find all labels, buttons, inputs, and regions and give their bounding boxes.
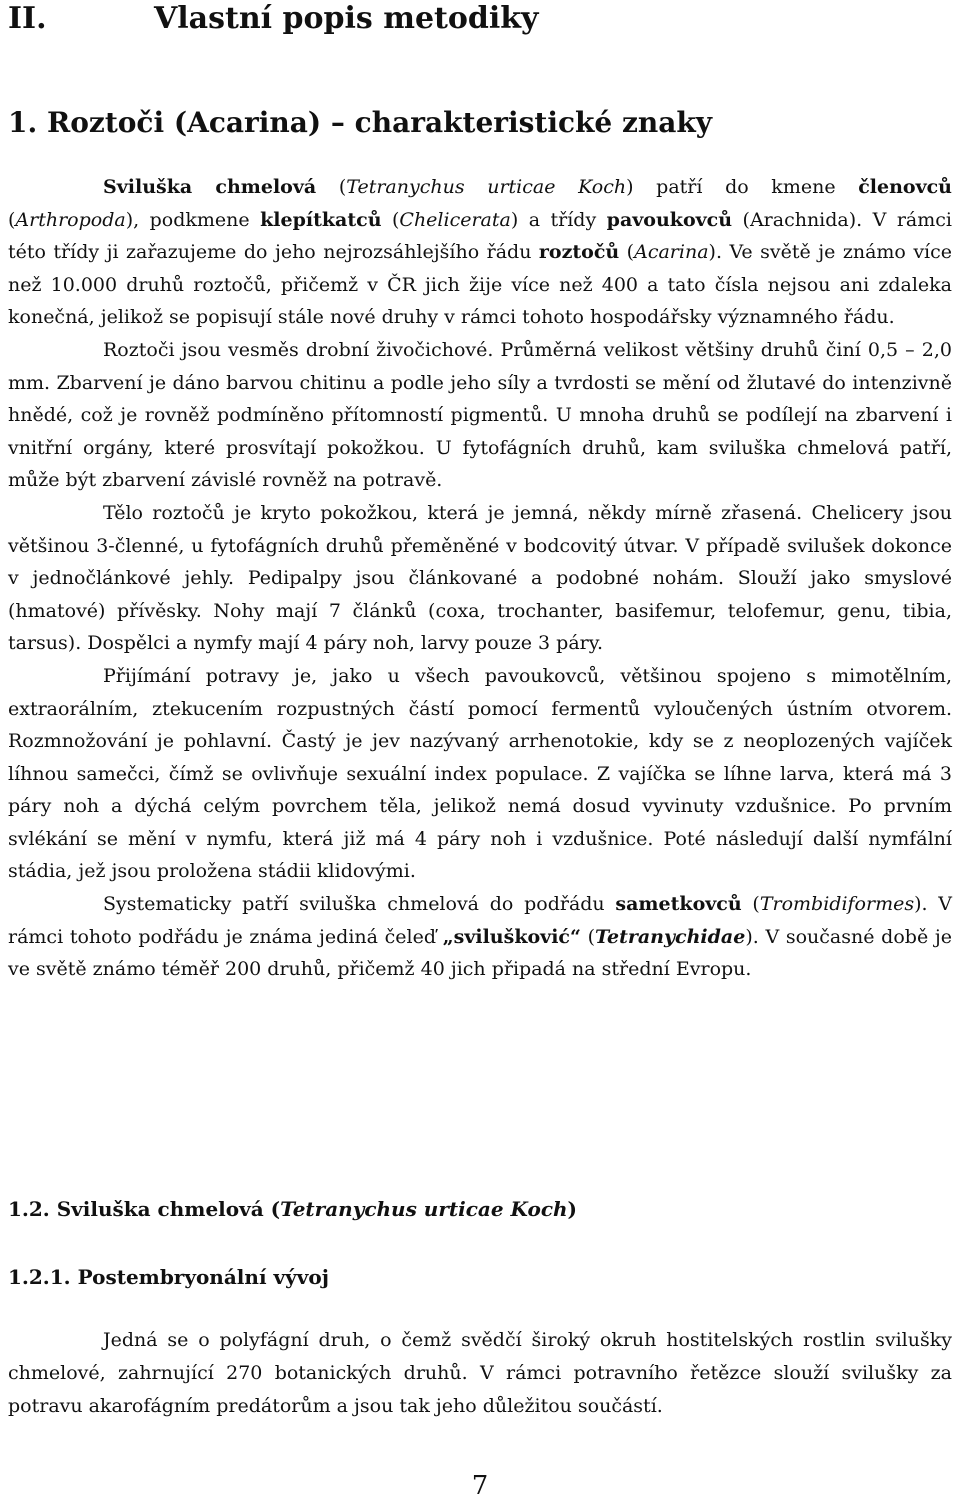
chapter-title: Vlastní popis metodiky: [154, 1, 539, 36]
term-roztocu: roztočů: [538, 241, 620, 264]
term-sametkovcu: sametkovců: [615, 893, 742, 916]
section-heading-1-2: 1.2. Sviluška chmelová (Tetranychus urticae Koch): [8, 1197, 578, 1221]
term-klepitkatcu: klepítkatců: [260, 208, 382, 231]
term-tetranychidae: Tetranychidae: [595, 925, 746, 948]
page-number: 7: [471, 1471, 489, 1501]
section-heading-1: 1. Roztoči (Acarina) – charakteristické znaky: [8, 106, 713, 139]
term-clenovcu: členovců: [858, 176, 952, 198]
body-text-2: [8, 1324, 952, 1423]
paragraph-4: Přijímání potravy je, jako u všech pavoukovců, většinou spojeno s mimotělním, extraorálním, ztekucením rozpustných částí pomocí fermentů vyloučených ústním otvorem. Rozmnožování je pohlavní. Častý je jev nazývaný arrhenotokie, kdy se z neoplozených vajíček líhnou samečci, čímž se ovlivňuje sexuální index populace. Z vajíčka se líhne larva, která má 3 páry noh a dýchá celým povrchem těla, jelikož nemá dosud vyvinuty vzdušnice. Po prvním svlékání se mění v nymfu, která již má 4 páry noh i vzdušnice. Poté následují další nymfální stádia, jež jsou proložena stádii klidovými.: [8, 664, 952, 883]
term-sviluskoviti: „svilušković“: [442, 925, 581, 948]
section-heading-1-2-1: 1.2.1. Postembryonální vývoj: [8, 1265, 329, 1289]
term-pavoukovcu: pavoukovců: [606, 208, 733, 231]
body-text: [8, 171, 952, 986]
species-name: Tetranychus urticae Koch: [346, 176, 627, 198]
chapter-heading: [8, 1, 539, 37]
paragraph-6: Jedná se o polyfágní druh, o čemž svědčí široký okruh hostitelských rostlin svilušky chmelové, zahrnující 270 botanických druhů. V rámci potravního řetězce slouží svilušky za potravu akarofágním predátorům a jsou tak jeho důležitou součástí.: [8, 1329, 952, 1417]
paragraph-2: Roztoči jsou vesměs drobní živočichové. Průměrná velikost většiny druhů činí 0,5 – 2,0 mm. Zbarvení je dáno barvou chitinu a podle jeho síly a tvrdosti se mění od žlutavé do intenzivně hnědé, což je rovněž podmíněno přítomností pigmentů. U mnoha druhů se podílejí na zbarvení i vnitřní orgány, které prosvítají pokožkou. U fytofágních druhů, kam sviluška chmelová patří, může být zbarvení závislé rovněž na potravě.: [8, 338, 952, 492]
paragraph-5: Systematicky patří sviluška chmelová do podřádu sametkovců (Trombidiformes). V rámci tohoto podřádu je známa jediná čeleď „svilušković“ (Tetranychidae). V současné době je ve světě známo téměř 200 druhů, přičemž 40 jich připadá na střední Evropu.: [8, 893, 953, 981]
chapter-number: II.: [8, 1, 47, 36]
paragraph-3: Tělo roztočů je kryto pokožkou, která je jemná, někdy mírně zřasená. Chelicery jsou většinou 3-členné, u fytofágních druhů přeměněné v bodcovitý útvar. V případě svilušek dokonce v jednočlánkové jehly. Pedipalpy jsou článkované a podobné nohám. Slouží jako smyslové (hmatové) přívěsky. Nohy mají 7 článků (coxa, trochanter, basifemur, telofemur, genu, tibia, tarsus). Dospělci a nymfy mají 4 páry noh, larvy pouze 3 páry.: [8, 501, 952, 655]
paragraph-1: Sviluška chmelová (Tetranychus urticae Koch) patří do kmene členovců (Arthropoda), podkmene klepítkatců (Chelicerata) a třídy pavoukovců (Arachnida). V rámci této třídy ji zařazujeme do jeho nejrozsáhlejšího řádu roztočů (Acarina). Ve světě je známo více než 10.000 druhů roztočů, přičemž v ČR jich žije více než 400 a tato čísla nejsou ani zdaleka konečná, jelikož se popisují stále nové druhy v rámci tohoto hospodářsky významného řádu.: [8, 176, 953, 329]
term-sviluska: Sviluška chmelová: [103, 176, 317, 198]
species-name: Tetranychus urticae Koch: [280, 1197, 568, 1221]
